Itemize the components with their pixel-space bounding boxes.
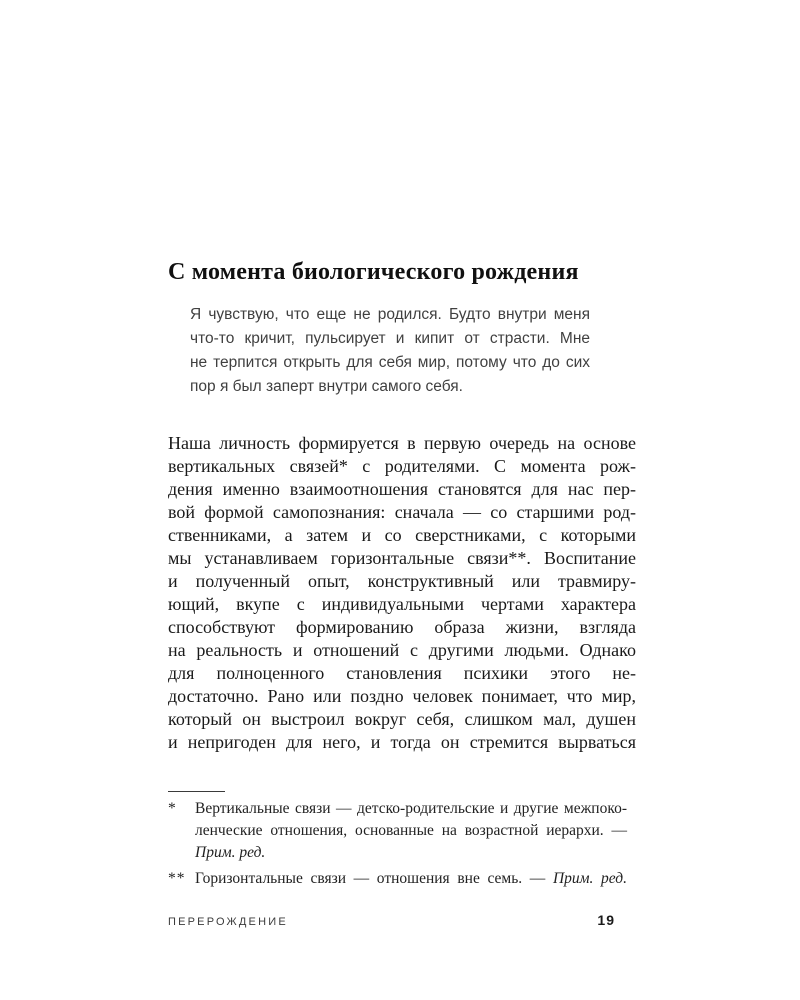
footnote-line [195,842,627,864]
body-line: ственниками, а затем и со сверстниками, с которыми [168,525,636,545]
epigraph [190,303,590,399]
body-line: достаточно. Рано или поздно человек понимает, что мир, [168,686,636,706]
epigraph-line: Я чувствую, что еще не родился. Будто внутри меня [190,306,590,323]
page-number: 19 [597,912,615,928]
body-line: способствуют формированию образа жизни, взгляда [168,617,636,637]
body-line: дения именно взаимоотношения становятся для нас пер- [168,479,636,499]
epigraph-line: не терпится открыть для себя мир, потому что до сих [190,354,590,371]
running-title: ПЕРЕРОЖДЕНИЕ [168,916,288,928]
body-line: и полученный опыт, конструктивный или травмиру- [168,571,636,591]
page-footer [168,912,615,928]
body-paragraph [168,432,636,754]
footnote-attribution: Прим. ред. [552,870,627,887]
chapter-heading: С момента биологического рождения [168,259,579,285]
footnote-marker: ** [168,870,186,887]
body-line: для полноценного становления психики этого не- [168,663,636,683]
footnote-line: ленческие отношения, основанные на возрастной иерархи. — [195,822,627,839]
body-line: вертикальных связей* с родителями. С момента рож- [168,456,636,476]
body-line: и непригоден для него, и тогда он стремится вырваться [168,732,636,752]
epigraph-line: что-то кричит, пульсирует и кипит от страсти. Мне [190,330,590,347]
footnote-line: Вертикальные связи — детско-родительские и другие межпоко- [195,800,627,817]
footnote-1 [168,798,627,864]
footnote-text: Горизонтальные связи — отношения вне семь. — [195,870,546,887]
footnote-attribution: Прим. ред. [195,844,266,861]
footnote-2 [168,868,627,890]
body-line: ющий, вкупе с индивидуальными чертами характера [168,594,636,614]
body-line: на реальность и отношений с другими людьми. Однако [168,640,636,660]
epigraph-line: пор я был заперт внутри самого себя. [190,378,463,395]
body-line: который он выстроил вокруг себя, слишком мал, душен [168,709,636,729]
footnote-separator [168,791,225,792]
footnote-line [195,868,627,890]
footnote-marker: * [168,800,177,817]
footnotes [168,798,627,890]
body-line: мы устанавливаем горизонтальные связи**. Воспитание [168,548,636,568]
body-line: Наша личность формируется в первую очередь на основе [168,433,636,453]
body-line: вой формой самопознания: сначала — со старшими род- [168,502,636,522]
